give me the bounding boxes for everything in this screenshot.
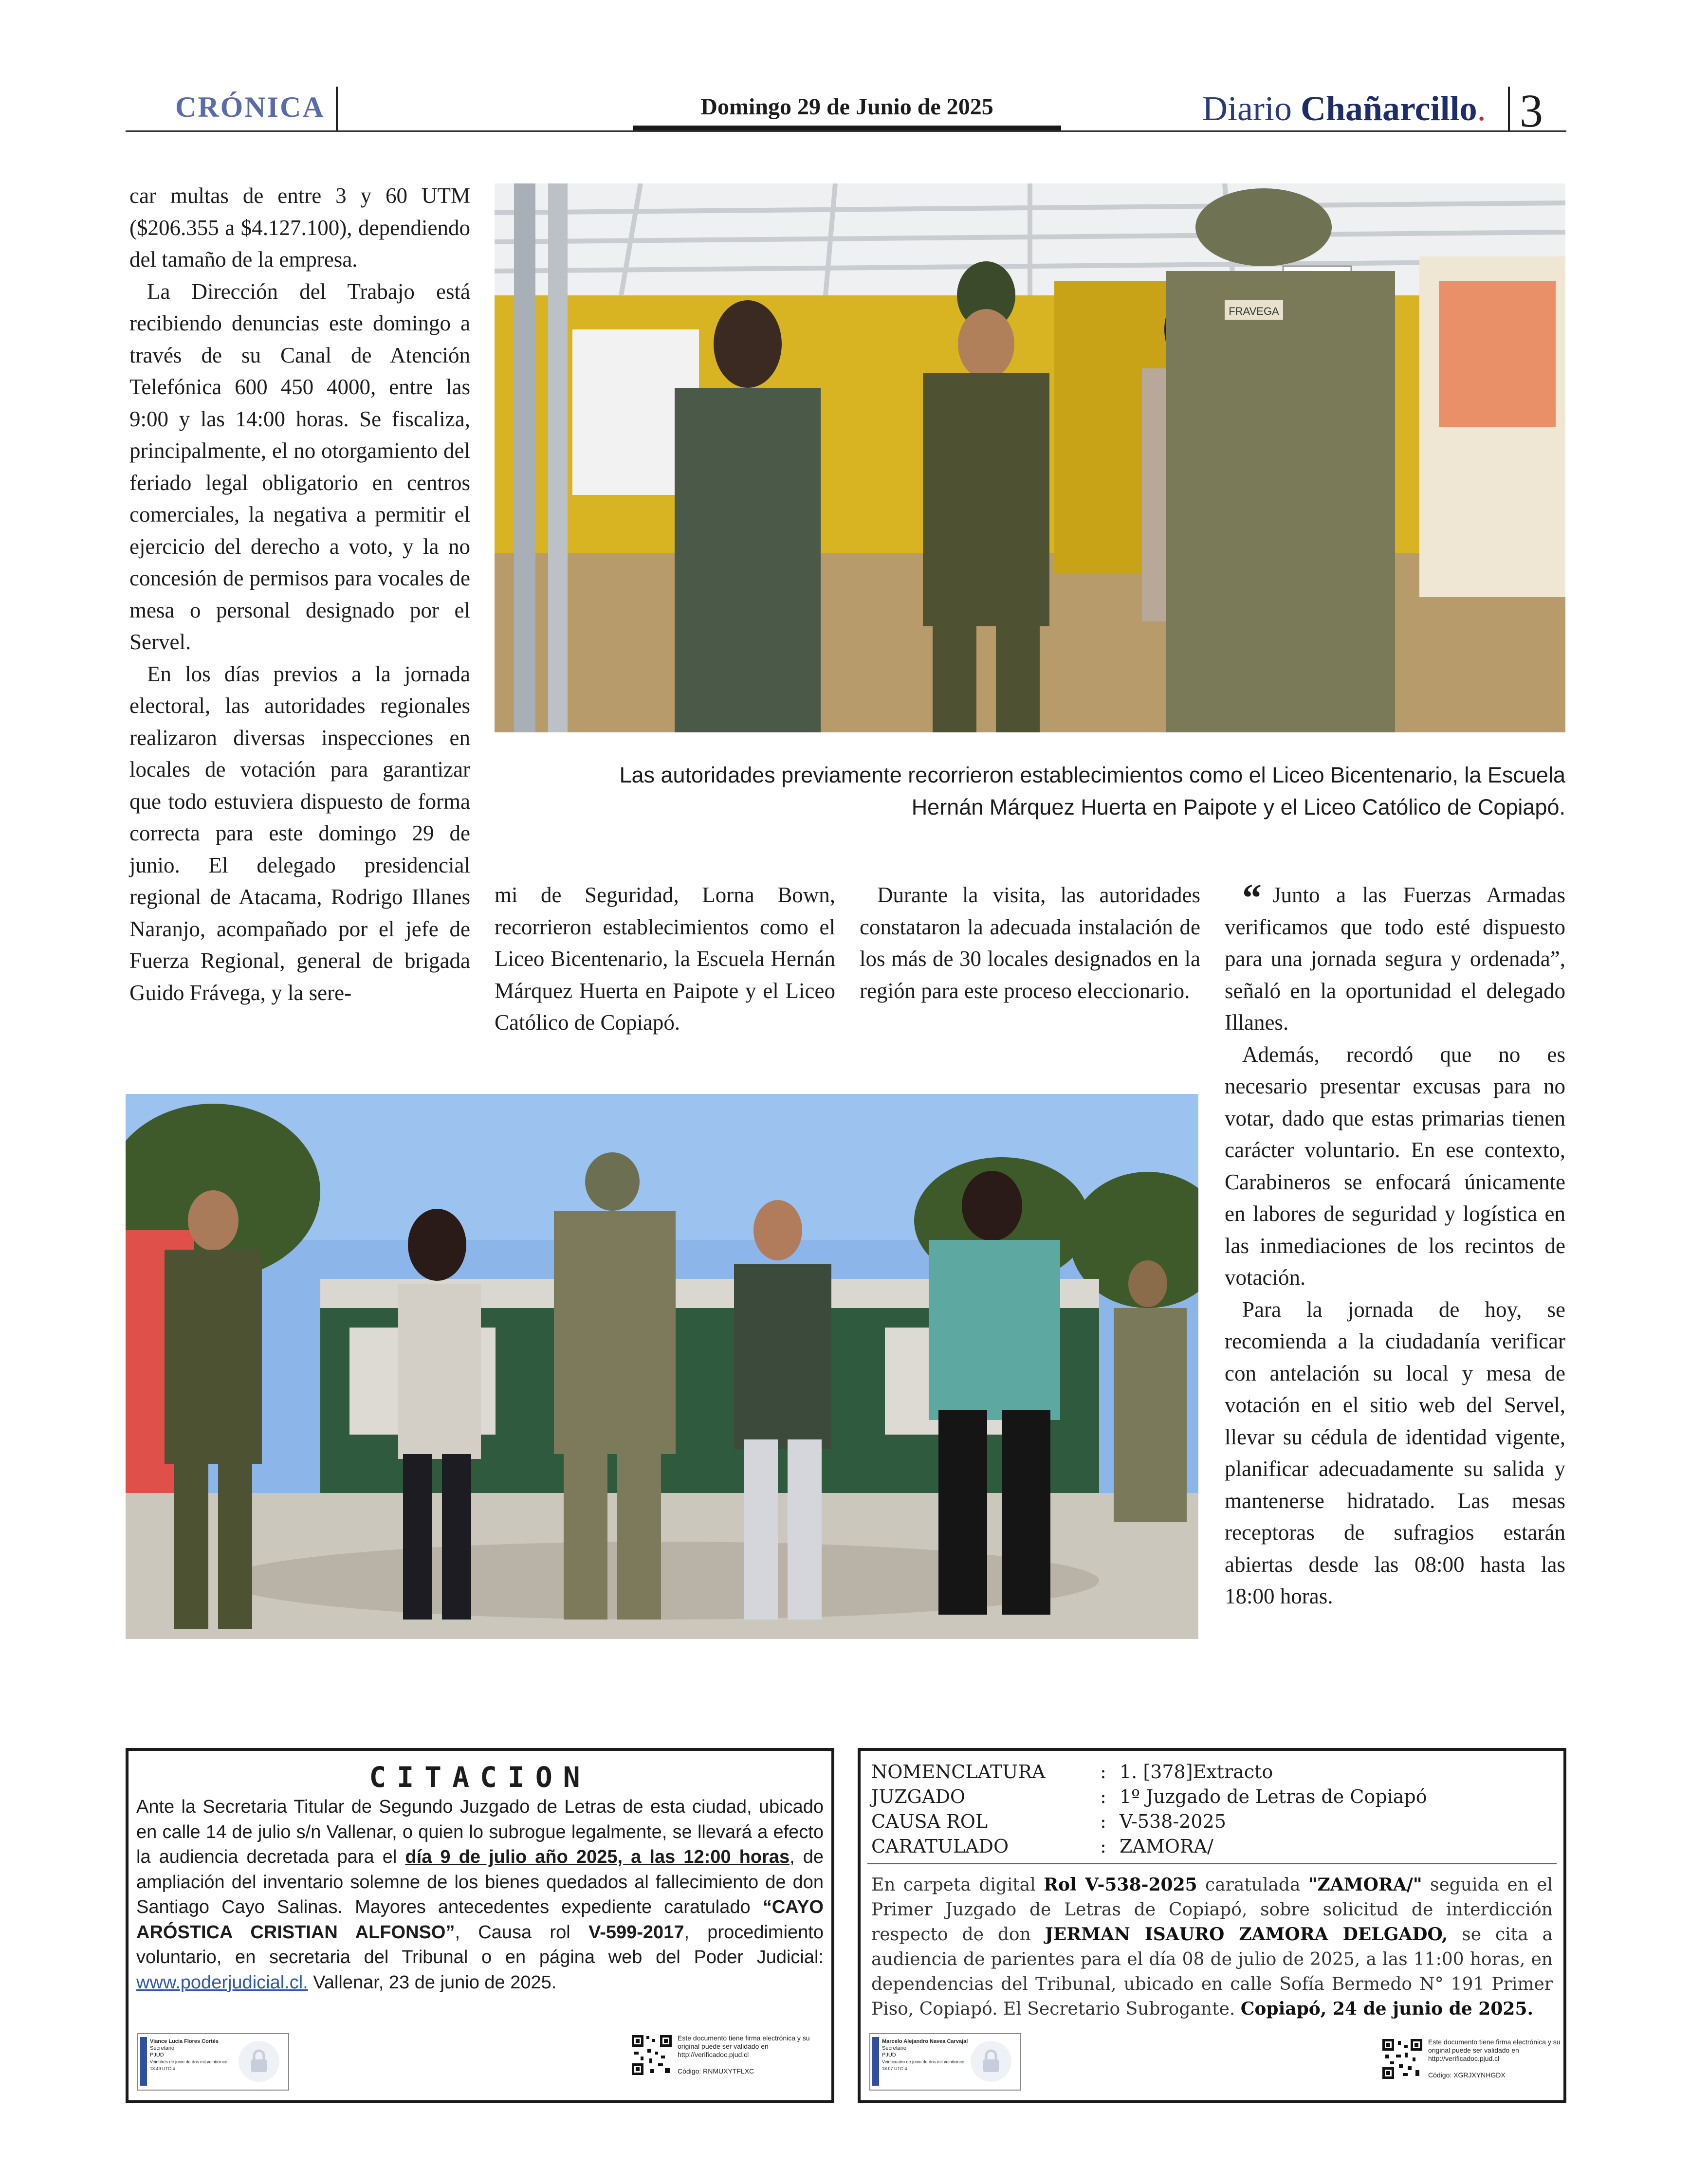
row-key: JUZGADO bbox=[871, 1786, 966, 1807]
article-column-3 bbox=[860, 879, 1200, 1007]
newspaper-masthead bbox=[1202, 89, 1486, 129]
article-paragraph: car multas de entre 3 y 60 UTM ($206.355 a $4.127.100), dependiendo del tamaño de la empresa. bbox=[129, 183, 470, 272]
section-label: CRÓNICA bbox=[175, 91, 325, 123]
legal-notice-extracto bbox=[858, 1748, 1566, 2103]
qr-code-icon[interactable] bbox=[631, 2034, 673, 2076]
stamp-date-words: Veintitrés de junio de dos mil veinticinco bbox=[150, 2059, 228, 2064]
row-colon: : bbox=[1100, 1761, 1106, 1783]
quote-text: Junto a las Fuerzas Armadas verificamos que todo esté dispuesto para una jornada segura y ordenada”, señaló en la oportunidad el delegado Illanes. bbox=[1225, 883, 1565, 1035]
extract-row bbox=[871, 1834, 1427, 1859]
stamp-bar bbox=[140, 2037, 147, 2086]
notice-text: , Causa rol bbox=[455, 1922, 588, 1943]
verification-text: Este documento tiene firma electrónica y su original puede ser validado en http://verificadoc.pjud.cl bbox=[678, 2034, 810, 2058]
extract-person: JERMAN ISAURO ZAMORA DELGADO, bbox=[1045, 1924, 1448, 1945]
case-name: “CAYO ARÓSTICA CRISTIAN ALFONSO” bbox=[136, 1897, 824, 1943]
caption-line: Las autoridades previamente recorrieron establecimientos como el Liceo Bicentenario, la Escuela bbox=[619, 763, 1565, 787]
notice-text: Ante la Secretaria Titular de Segundo Juzgado de Letras de esta ciudad, ubicado en calle 14 de julio s/n Vallenar, o quien lo subrogue legalmente, se llevará a efecto la audiencia decretada para el bbox=[136, 1797, 824, 1867]
stamp-name: Viance Lucia Flores Cortés bbox=[150, 2038, 219, 2044]
extract-divider bbox=[867, 1863, 1557, 1864]
caption-line: Hernán Márquez Huerta en Paipote y el Liceo Católico de Copiapó. bbox=[911, 795, 1565, 819]
header-divider bbox=[336, 87, 338, 131]
stamp-org: PJUD bbox=[150, 2052, 164, 2058]
header-divider bbox=[1508, 87, 1510, 131]
extract-row bbox=[871, 1784, 1427, 1809]
article-column-4 bbox=[1225, 879, 1565, 1613]
extract-caratulada: "ZAMORA/" bbox=[1308, 1875, 1422, 1895]
stamp-role: Secretario bbox=[150, 2045, 175, 2051]
poder-judicial-link[interactable]: www.poderjudicial.cl. bbox=[136, 1972, 308, 1993]
stamp-text bbox=[882, 2038, 968, 2072]
extract-text: caratulada bbox=[1197, 1875, 1308, 1895]
case-rol: V-599-2017 bbox=[588, 1922, 684, 1943]
notice-body bbox=[136, 1795, 824, 1995]
article-paragraph: En los días previos a la jornada electoral, las autoridades regionales realizaron diversas inspecciones en locales de votación para garantizar que todo estuviera dispuesto de forma correcta para este domingo 29 de junio. El delegado presidencial regional de Atacama, Rodrigo Illanes Naranjo, acompañado por el jefe de Fuerza Regional, general de brigada Guido Frávega, y la sere- bbox=[129, 661, 470, 1005]
notice-text: , de ampliación del inventario solemne de los bienes quedados al fallecimiento de don Santiago Cayo Salinas. Mayores antecedentes expediente caratulado bbox=[136, 1847, 824, 1917]
name-tag: FRAVEGA bbox=[1229, 305, 1279, 317]
verification-code: Código: RNMUXYTFLXC bbox=[678, 2067, 754, 2075]
page-number: 3 bbox=[1520, 85, 1543, 137]
masthead-dot: . bbox=[1477, 89, 1486, 128]
row-value: V-538-2025 bbox=[1120, 1811, 1226, 1832]
row-value: 1º Juzgado de Letras de Copiapó bbox=[1120, 1786, 1427, 1807]
stamp-role: Secretario bbox=[882, 2045, 907, 2051]
photo-inspection-hallway bbox=[495, 183, 1565, 732]
extract-closing: Copiapó, 24 de junio de 2025. bbox=[1240, 1999, 1534, 2019]
row-key: NOMENCLATURA bbox=[871, 1761, 1046, 1783]
signature-stamp bbox=[869, 2033, 1021, 2091]
article-paragraph: La Dirección del Trabajo está recibiendo denuncias este domingo a través de su Canal de Atención Telefónica 600 450 4000, entre las 9:00 y las 14:00 horas. Se fiscaliza, principalmente, el no otorgamiento del feriado legal obligatorio en centros comerciales, la negativa a permitir el ejercicio del derecho a voto, y la no concesión de permisos para vocales de mesa o personal designado por el Servel. bbox=[129, 279, 470, 654]
article-paragraph: Para la jornada de hoy, se recomienda a la ciudadanía verificar con antelación su local y mesa de votación en el sitio web del Servel, llevar su cédula de identidad vigente, planificar adecuadamente su salida y mantenerse hidratado. Las mesas receptoras de sufragios estarán abiertas desde las 08:00 hasta las 18:00 horas. bbox=[1225, 1297, 1565, 1608]
stamp-org: PJUD bbox=[882, 2052, 896, 2058]
stamp-bar bbox=[872, 2037, 879, 2086]
extract-rol: Rol V-538-2025 bbox=[1044, 1875, 1197, 1895]
extract-row bbox=[871, 1760, 1427, 1784]
notice-title: CITACION bbox=[369, 1761, 591, 1794]
article-paragraph: mi de Seguridad, Lorna Bown, recorrieron establecimientos como el Liceo Bicentenario, la Escuela Hernán Márquez Huerta en Paipote y el Liceo Católico de Copiapó. bbox=[495, 883, 835, 1035]
photo-authorities-walking bbox=[126, 1094, 1198, 1639]
extract-body bbox=[871, 1873, 1553, 2021]
signature-stamp bbox=[137, 2033, 289, 2091]
stamp-time: 18:49 UTC-4 bbox=[150, 2066, 175, 2071]
extract-text: seguida en el Primer Juzgado de Letras de Copiapó, sobre solicitud de interdicción respecto de don bbox=[871, 1875, 1553, 1945]
masthead-name: Chañarcillo bbox=[1300, 89, 1477, 128]
photo-illustration bbox=[495, 183, 1565, 732]
padlock-icon bbox=[239, 2041, 279, 2082]
row-colon: : bbox=[1100, 1836, 1106, 1857]
row-key: CARATULADO bbox=[871, 1836, 1009, 1857]
header-rule bbox=[126, 130, 1566, 132]
article-column-1 bbox=[129, 180, 470, 1009]
row-colon: : bbox=[1100, 1786, 1106, 1807]
date-underline-bar bbox=[633, 126, 1061, 130]
extract-text: En carpeta digital bbox=[871, 1875, 1044, 1895]
quote-mark: “ bbox=[1242, 877, 1262, 920]
stamp-text bbox=[150, 2038, 227, 2072]
stamp-time: 18:07 UTC-4 bbox=[882, 2066, 907, 2071]
masthead-prefix: Diario bbox=[1202, 89, 1301, 128]
photo-illustration bbox=[126, 1094, 1198, 1639]
article-paragraph: Durante la visita, las autoridades constataron la adecuada instalación de los más de 30 locales designados en la región para este proceso eleccionario. bbox=[860, 883, 1200, 1003]
notice-text: , procedimiento voluntario, en secretaria del Tribunal o en página web del Poder Judicial: bbox=[136, 1922, 824, 1967]
photo-caption bbox=[495, 759, 1565, 823]
padlock-icon bbox=[971, 2041, 1011, 2082]
verification-code: Código: XGRJXYNHGDX bbox=[1428, 2071, 1506, 2079]
extract-text: se cita a audiencia de parientes para el día 08 de julio de 2025, a las 11:00 horas, en dependencias del Tribunal, ubicado en calle Sofía Bermedo N° 191 Primer Piso, Copiapó. El Secretario Subrogante. bbox=[871, 1925, 1553, 2019]
verification-text: Este documento tiene firma electrónica y su original puede ser validado en http://verificadoc.pjud.cl bbox=[1428, 2038, 1561, 2062]
notice-text: Vallenar, 23 de junio de 2025. bbox=[308, 1972, 557, 1993]
qr-code-icon[interactable] bbox=[1381, 2038, 1423, 2080]
row-value: ZAMORA/ bbox=[1120, 1836, 1213, 1857]
issue-date: Domingo 29 de Junio de 2025 bbox=[700, 94, 993, 120]
extract-row bbox=[871, 1809, 1427, 1834]
stamp-date-words: Veinticuatro de junio de dos mil veinticinco bbox=[882, 2059, 965, 2064]
legal-notice-citacion bbox=[126, 1748, 834, 2103]
extract-header-table bbox=[871, 1760, 1427, 1859]
row-key: CAUSA ROL bbox=[871, 1811, 988, 1832]
stamp-name: Marcelo Alejandro Navea Carvajal bbox=[882, 2038, 968, 2044]
row-colon: : bbox=[1100, 1811, 1106, 1832]
article-column-2 bbox=[495, 879, 835, 1039]
row-value: 1. [378]Extracto bbox=[1120, 1761, 1273, 1783]
article-paragraph: Además, recordó que no es necesario presentar excusas para no votar, dado que estas primarias tienen carácter voluntario. En ese contexto, Carabineros se enfocará únicamente en labores de seguridad y logística en las inmediaciones de los recintos de votación. bbox=[1225, 1042, 1565, 1290]
hearing-date: día 9 de julio año 2025, a las 12:00 horas bbox=[405, 1847, 790, 1867]
